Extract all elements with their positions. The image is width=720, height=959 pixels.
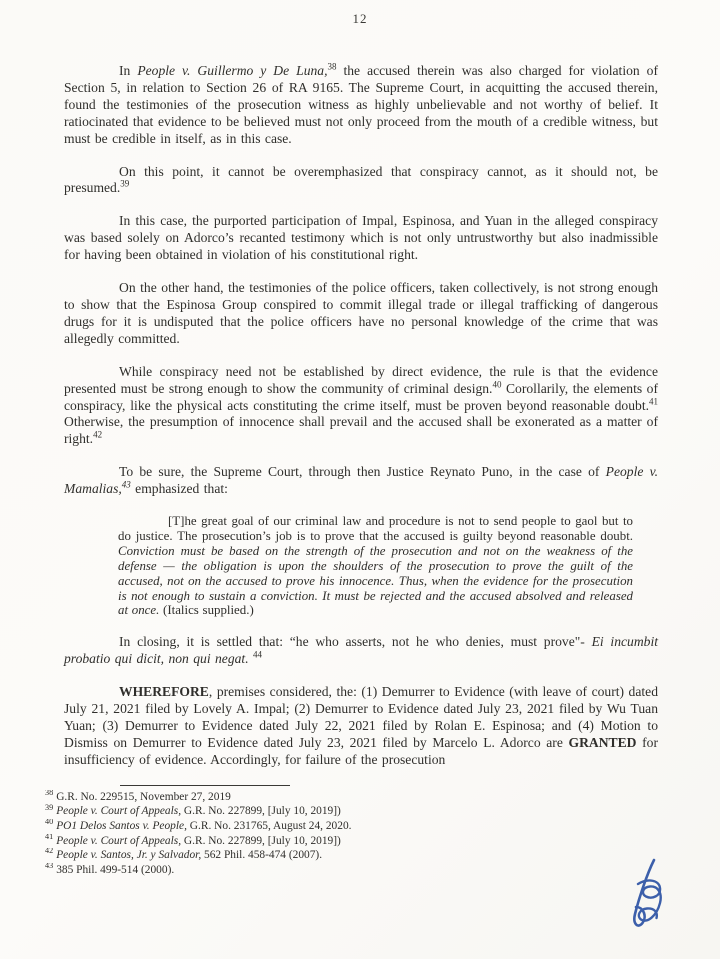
text-run: G.R. No. 227899, [July 10, 2019]) xyxy=(181,805,341,818)
text-run: Ei incumbit probatio qui dicit, non qui negat. xyxy=(64,634,658,667)
footnote-number: 42 xyxy=(45,848,54,856)
footnote-number: 38 xyxy=(45,789,54,797)
paragraph xyxy=(64,684,658,769)
text-run: Corollarily, the elements of conspiracy, like the physical acts constituting the crime itself, must be proven beyond reasonable doubt. xyxy=(64,380,658,413)
text-run: 39 xyxy=(120,178,130,189)
footnote xyxy=(45,834,656,849)
text-run: People v. Court of Appeals, xyxy=(56,805,182,818)
text-run: 385 Phil. 499-514 (2000). xyxy=(56,863,175,876)
paragraph xyxy=(64,213,658,264)
text-run: 44 xyxy=(253,649,263,660)
text-run: WHEREFORE xyxy=(119,684,209,700)
paragraph xyxy=(64,364,658,449)
footnote xyxy=(45,863,656,878)
signature-initials xyxy=(614,854,680,946)
footnote-number: 39 xyxy=(45,804,54,812)
paragraph xyxy=(64,464,658,498)
footnote-number: 40 xyxy=(45,818,54,827)
footnote xyxy=(45,790,656,805)
text-run: In closing, it is settled that: “he who asserts, not he who denies, must prove"- xyxy=(119,634,592,650)
text-run: In xyxy=(119,63,138,78)
text-run: 40 xyxy=(492,379,502,390)
text-run: People v. Santos, Jr. y Salvador, xyxy=(56,849,202,862)
text-run: People v. Court of Appeals, xyxy=(56,834,182,847)
paragraph xyxy=(64,634,658,668)
text-run: 562 Phil. 458-474 (2007). xyxy=(201,849,323,862)
footnotes-list xyxy=(45,790,656,878)
text-run: 38 xyxy=(327,61,337,72)
footnote-number: 43 xyxy=(45,862,54,870)
document-body xyxy=(64,63,658,769)
footnote xyxy=(45,819,656,834)
text-run: In this case, the purported participation of Impal, Espinosa, and Yuan in the alleged conspiracy was based solely on Adorco’s recanted testimony which is not only untrustworthy but also inadmissible for having been obtained in violation of his constitutional right. xyxy=(64,213,658,263)
text-run: 42 xyxy=(93,429,103,440)
footnote-number: 41 xyxy=(45,833,54,841)
text-run: G.R. No. 229515, November 27, 2019 xyxy=(56,790,231,803)
text-run: While conspiracy need not be established by direct evidence, the rule is that the evidence presented must be strong enough to show the community of criminal design. xyxy=(64,363,658,396)
text-run: GRANTED xyxy=(568,734,637,750)
page-number: 12 xyxy=(352,11,368,26)
paragraph xyxy=(64,280,658,348)
text-run: Otherwise, the presumption of innocence shall prevail and the accused shall be exonerated as a matter of right. xyxy=(64,414,658,447)
text-run: On this point, it cannot be overemphasized that conspiracy cannot, as it should not, be presumed. xyxy=(64,163,658,196)
text-run: People v. Guillermo y De Luna, xyxy=(137,63,328,78)
text-run: 41 xyxy=(649,395,658,406)
text-run: the accused therein was also charged for violation of Section 5, in relation to Section 26 of RA 9165. The Supreme Court, in acquitting the accused therein, found the testimonies of the prosecution witness as highly unbelievable and not worthy of belief. It ratiocinated that evidence to be believed must not only proceed from the mouth of a credible witness, but must be credible in itself, as in this case. xyxy=(64,63,658,146)
text-run: On the other hand, the testimonies of the police officers, taken collectively, is not strong enough to show that the Espinosa Group conspired to commit illegal trade or illegal trafficking of dangerous drugs for it is undisputed that the police officers have no personal knowledge of the crime that was allegedly committed. xyxy=(64,280,658,346)
paragraph xyxy=(64,63,658,148)
footnote-separator xyxy=(120,785,290,786)
paragraph xyxy=(64,164,658,198)
blockquote xyxy=(118,514,633,618)
text-run: (Italics supplied.) xyxy=(159,603,254,618)
text-run: Conviction must be based on the strength of the prosecution and not on the weakness of the defense — the obligation is upon the shoulders of the prosecution to prove the guilt of the accused, not on the accused to prove his innocence. Thus, when the evidence for the prosecution is not enough to sustain a conviction. It must be rejected and the accused absolved and released at once. xyxy=(118,543,633,618)
text-run: for insufficiency of evidence. Accordingly, for failure of the prosecution xyxy=(64,734,658,767)
footnote xyxy=(45,804,656,819)
text-run: G.R. No. 231765, August 24, 2020. xyxy=(186,819,352,832)
text-run: [T]he great goal of our criminal law and procedure is not to send people to gaol but to do justice. The prosecution’s job is to prove that the accused is guilty beyond reasonable doubt. xyxy=(118,514,633,543)
text-run: To be sure, the Supreme Court, through then Justice Reynato Puno, in the case of xyxy=(119,464,606,480)
text-run: People v. Mamalias, xyxy=(64,464,659,497)
text-run: , premises considered, the: (1) Demurrer to Evidence (with leave of court) dated July 21, 2021 filed by Lovely A. Impal; (2) Demurrer to Evidence dated July 23, 2021 filed by Wu Tuan Yuan; (3) Demurrer to Evidence dated July 22, 2021 filed by Rolan E. Espinosa; and (4) Motion to Dismiss on Demurrer to Evidence dated July 23, 2021 filed by Marcelo L. Adorco are xyxy=(64,684,658,750)
text-run: G.R. No. 227899, [July 10, 2019]) xyxy=(181,834,341,847)
text-run: 43 xyxy=(121,479,131,490)
footnote xyxy=(45,848,656,863)
text-run: PO1 Delos Santos v. People, xyxy=(56,819,187,832)
text-run: emphasized that: xyxy=(130,481,228,497)
